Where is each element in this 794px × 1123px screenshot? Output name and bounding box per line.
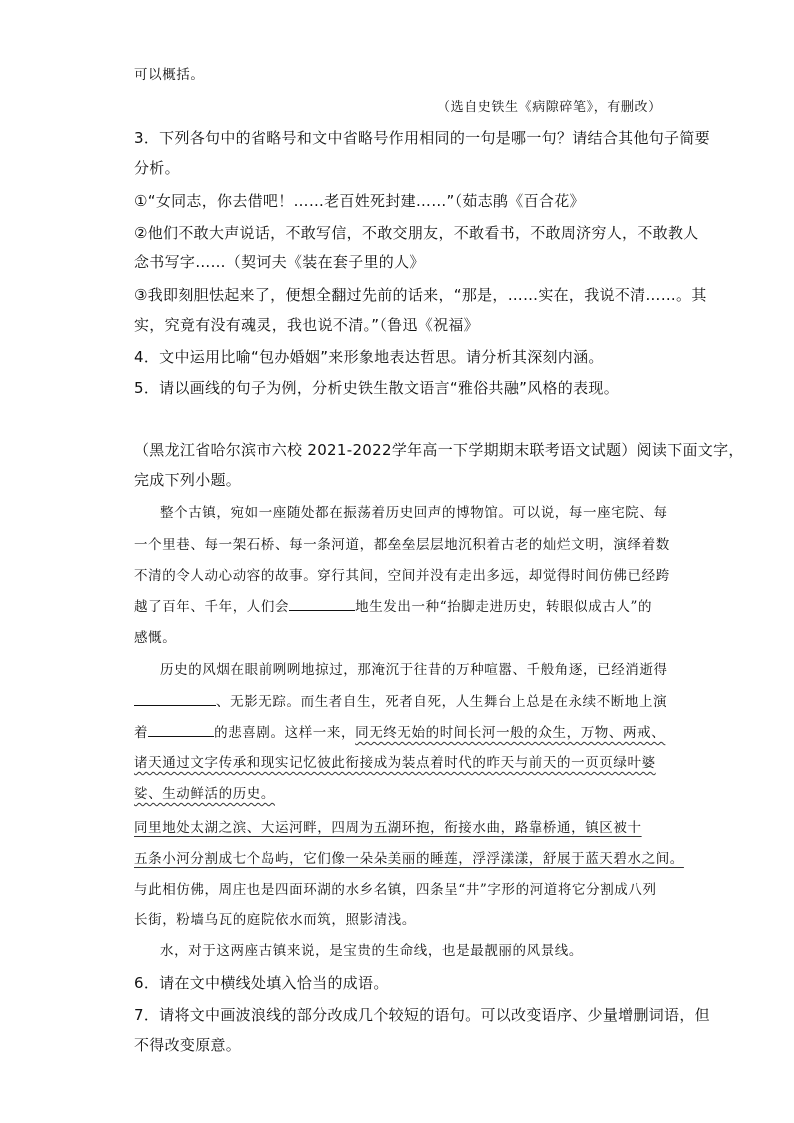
para2-line4-wavy: 诸天通过文字传承和现实记忆彼此衔接成为装点着时代的昨天与前天的一页页绿叶婆 [134, 755, 656, 771]
passage-tail: 可以概括。 [134, 67, 205, 83]
question-3-line1: 3．下列各句中的省略号和文中省略号作用相同的一句是哪一句？请结合其他句子简要 [134, 129, 710, 147]
para1-line2: 一个里巷、每一架石桥、每一条河道，都垒垒层层地沉积着古老的灿烂文明，演绎着数 [134, 537, 670, 553]
passage-source: （选自史铁生《病隙碎笔》，有删改） [437, 100, 662, 115]
para1-line4-a: 越了百年、千年，人们会 [134, 599, 290, 615]
question-7-line2: 不得改变原意。 [134, 1036, 242, 1054]
para2-line1: 历史的风烟在眼前咧咧地掠过，那淹沉于往昔的万种喧嚣、千般角逐，已经消逝得 [160, 662, 668, 678]
question-6: 6．请在文中横线处填入恰当的成语。 [134, 974, 389, 992]
para3-line2-underlined: 五条小河分割成七个岛屿，它们像一朵朵美丽的睡莲，浮浮漾漾，舒展于蓝天碧水之间。 [134, 851, 684, 867]
question-3-option-3a: ③我即刻胆怯起来了，便想全翻过先前的话来，“那是，……实在，我说不清……。其 [134, 286, 707, 304]
question-5: 5．请以画线的句子为例，分析史铁生散文语言“雅俗共融”风格的表现。 [134, 379, 619, 397]
para3-line4: 长街，粉墙乌瓦的庭院依水而筑，照影清浅。 [134, 912, 416, 928]
reading-intro-line2: 完成下列小题。 [134, 471, 242, 489]
reading-intro-line1: （黑龙江省哈尔滨市六校 2021-2022学年高一下学期期末联考语文试题）阅读下面文字， [134, 441, 744, 459]
para2-line2-text: 、无影无踪。而生者自生，死者自死，人生舞台上总是在永续不断地上演 [216, 694, 668, 710]
para4: 水，对于这两座古镇来说，是宝贵的生命线，也是最靓丽的风景线。 [160, 943, 583, 959]
para1-line4-b: 地生发出一种“抬脚走进历史，转眼似成古人”的 [355, 599, 653, 615]
para1-line5: 感慨。 [134, 630, 177, 646]
para2-line5-wavy: 娑、生动鲜活的历史。 [134, 786, 275, 802]
fill-blank-1[interactable] [289, 596, 355, 611]
question-3-option-2b: 念书写字……（契诃夫《装在套子里的人》 [134, 253, 425, 271]
question-3-option-3b: 实，究竟有没有魂灵，我也说不清。”（鲁迅《祝福》 [134, 316, 479, 334]
para3-line3: 与此相仿佛，周庄也是四面环湖的水乡名镇，四条呈“井”字形的河道将它分割成八列 [134, 882, 657, 898]
para2-line3-b: 的悲喜剧。这样一来， [214, 725, 356, 741]
question-4: 4．文中运用比喻“包办婚姻”来形象地表达哲思。请分析其深刻内涵。 [134, 348, 604, 366]
para3-line1-underlined: 同里地处太湖之滨、大运河畔，四周为五湖环抱，衔接水曲，路靠桥通，镇区被十 [134, 820, 642, 836]
fill-blank-2[interactable] [134, 691, 216, 706]
para2-line3 [134, 722, 665, 743]
question-7-line1: 7．请将文中画波浪线的部分改成几个较短的语句。可以改变语序、少量增删词语，但 [134, 1006, 710, 1024]
para2-line2 [134, 691, 667, 712]
para2-line3-wavy: 同无终无始的时间长河一般的众生，万物、两戒、 [355, 725, 666, 741]
para2-line3-a: 着 [134, 725, 149, 741]
para1-line1: 整个古镇，宛如一座随处都在振荡着历史回声的博物馆。可以说，每一座宅院、每 [160, 505, 668, 521]
question-3-option-1: ①“女同志，你去借吧！……老百姓死封建……”（茹志鹃《百合花》 [134, 192, 585, 210]
question-3-option-2a: ②他们不敢大声说话，不敢写信，不敢交朋友，不敢看书，不敢周济穷人，不敢教人 [134, 224, 699, 242]
para1-line3: 不清的令人动心动容的故事。穿行其间，空间并没有走出多远，却觉得时间仿佛已经跨 [134, 568, 670, 584]
para1-line4 [134, 596, 652, 617]
question-3-line2: 分析。 [134, 159, 180, 177]
fill-blank-3[interactable] [148, 722, 214, 737]
